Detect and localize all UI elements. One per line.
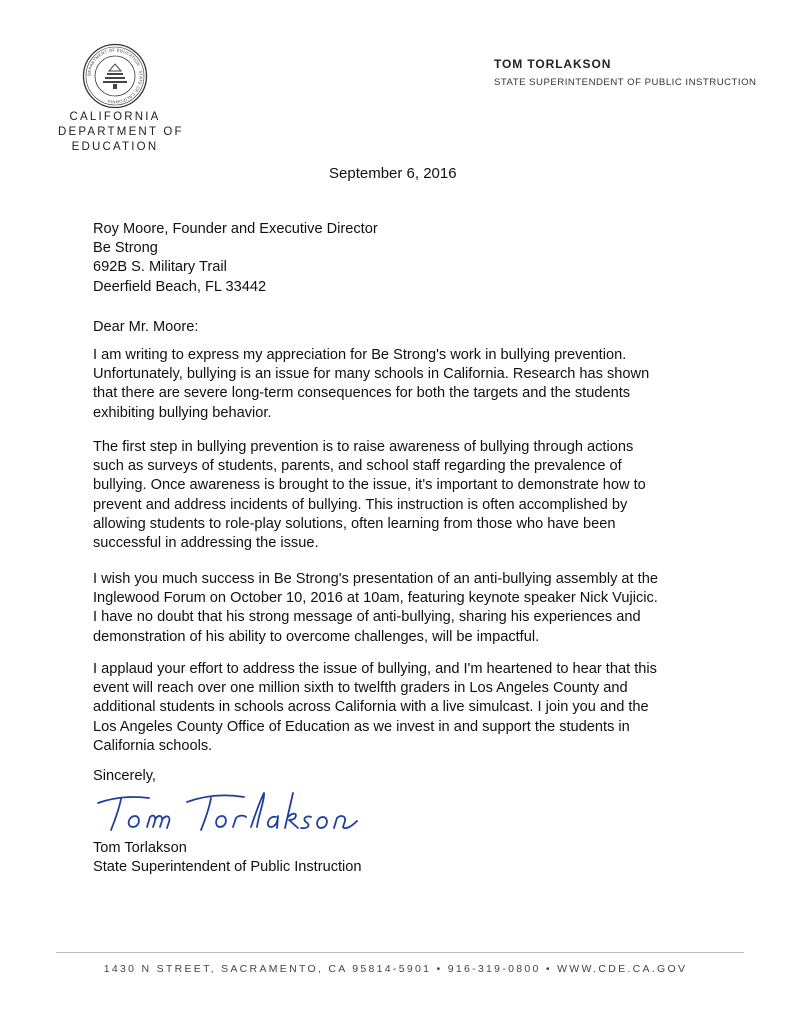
- paragraph-line: exhibiting bullying behavior.: [93, 404, 272, 421]
- paragraph-line: allowing students to role-play solutions, often learning from those who have been: [93, 515, 616, 532]
- address-line: Deerfield Beach, FL 33442: [93, 278, 267, 295]
- body-paragraph-3: [93, 570, 658, 647]
- recipient-address: [93, 220, 378, 297]
- letter-date: September 6, 2016: [329, 165, 457, 182]
- paragraph-line: The first step in bullying prevention is to raise awareness of bullying through actions: [93, 439, 634, 455]
- paragraph-line: I have no doubt that his strong message of anti-bullying, sharing his experiences and: [93, 609, 641, 626]
- footer-address: 1430 N STREET, SACRAMENTO, CA 95814-5901 • 916-319-0800 • WWW.CDE.CA.GOV: [103, 963, 688, 975]
- superintendent-name: TOM TORLAKSON: [494, 57, 612, 71]
- footer-divider: [56, 952, 744, 953]
- closing: Sincerely,: [93, 768, 156, 784]
- paragraph-line: I am writing to express my appreciation for Be Strong's work in bullying prevention.: [93, 347, 627, 363]
- salutation: Dear Mr. Moore:: [93, 319, 199, 335]
- handwritten-signature: [95, 787, 367, 835]
- paragraph-line: prevent and address incidents of bullying. This instruction is often accomplished by: [93, 496, 628, 513]
- org-line: DEPARTMENT OF: [58, 126, 184, 138]
- superintendent-title: STATE SUPERINTENDENT OF PUBLIC INSTRUCTION: [494, 77, 757, 88]
- org-line: CALIFORNIA: [69, 111, 161, 123]
- paragraph-line: such as surveys of students, parents, and school staff regarding the prevalence of: [93, 458, 622, 475]
- paragraph-line: I wish you much success in Be Strong's presentation of an anti-bullying assembly at the: [93, 571, 658, 587]
- paragraph-line: event will reach over one million sixth to twelfth graders in Los Angeles County and: [93, 680, 628, 697]
- address-line: Be Strong: [93, 240, 158, 257]
- paragraph-line: that there are severe long-term consequences for both the targets and the students: [93, 385, 631, 402]
- paragraph-line: California schools.: [93, 737, 213, 754]
- paragraph-line: Los Angeles County Office of Education as we invest in and support the students in: [93, 718, 630, 735]
- paragraph-line: demonstration of his ability to overcome challenges, will be impactful.: [93, 628, 540, 645]
- signer-title: State Superintendent of Public Instruction: [93, 859, 362, 876]
- paragraph-line: successful in addressing the issue.: [93, 535, 319, 552]
- paragraph-line: bullying. Once awareness is brought to the issue, it's important to demonstrate how to: [93, 477, 646, 494]
- signer-name: Tom Torlakson: [93, 840, 187, 856]
- paragraph-line: additional students in schools across California with a live simulcast. I join you and the: [93, 699, 649, 716]
- org-line: EDUCATION: [71, 141, 159, 153]
- svg-text:DEPARTMENT OF EDUCATION · STAT: DEPARTMENT OF EDUCATION · STATE OF CALIFORNIA: [86, 47, 144, 105]
- address-line: 692B S. Military Trail: [93, 259, 227, 276]
- body-paragraph-1: [93, 346, 649, 423]
- body-paragraph-2: [93, 438, 646, 553]
- organization-name: [58, 110, 184, 155]
- paragraph-line: Inglewood Forum on October 10, 2016 at 10am, featuring keynote speaker Nick Vujicic.: [93, 590, 658, 607]
- body-paragraph-4: [93, 660, 657, 756]
- address-line: Roy Moore, Founder and Executive Director: [93, 221, 378, 237]
- signer-block: [93, 839, 362, 877]
- department-seal-logo: [82, 43, 148, 109]
- paragraph-line: I applaud your effort to address the issue of bullying, and I'm heartened to hear that this: [93, 661, 657, 677]
- paragraph-line: Unfortunately, bullying is an issue for many schools in California. Research has shown: [93, 366, 650, 383]
